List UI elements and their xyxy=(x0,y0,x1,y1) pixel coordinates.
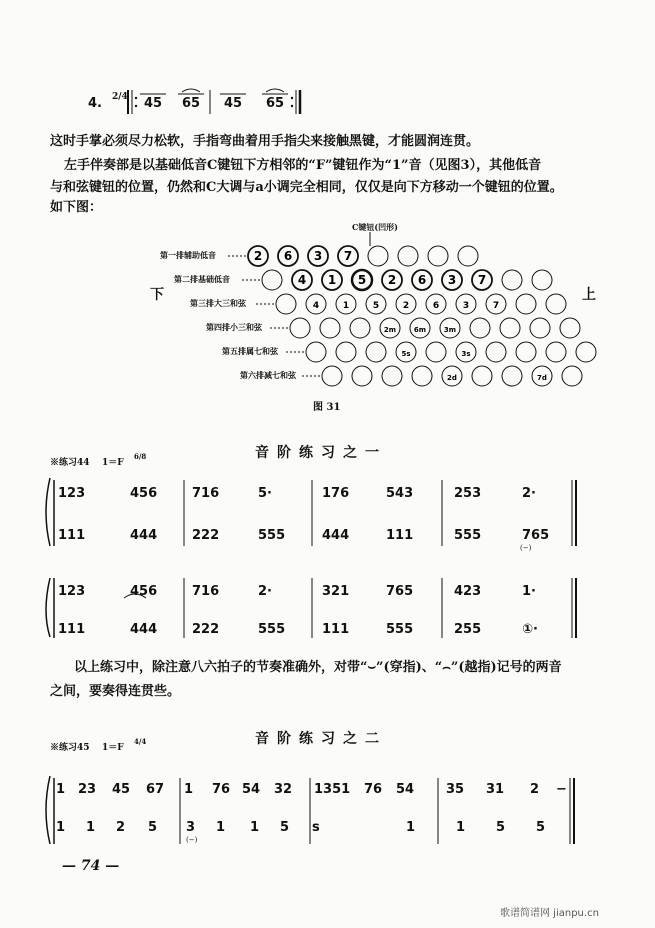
accordion-button-label: 1 xyxy=(327,273,337,287)
left-mark: 下 xyxy=(150,287,164,303)
accordion-button-label: 5 xyxy=(357,273,367,287)
c-button-label: C键钮(凹形) xyxy=(352,222,398,232)
accordion-button xyxy=(366,342,386,362)
ex44-title: 音阶练习之一 xyxy=(255,445,387,461)
accordion-button xyxy=(352,366,372,386)
accordion-button xyxy=(472,366,492,386)
note-group: 456 xyxy=(130,584,158,599)
ex45-treble xyxy=(56,782,596,812)
accordion-button-label: 3 xyxy=(462,301,470,311)
accordion-button-label: 6 xyxy=(283,249,293,263)
right-mark: 上 xyxy=(582,287,596,303)
note-group: 111 xyxy=(58,528,86,543)
ex44-line1-treble xyxy=(58,486,598,516)
note-group: 444 xyxy=(130,622,158,637)
note-group: 716 xyxy=(192,584,220,599)
note-group: 3 xyxy=(186,820,196,835)
exercise4-label: 4. xyxy=(88,96,102,111)
accordion-button-label: 2 xyxy=(387,273,397,287)
note-group: 1 xyxy=(56,782,66,797)
note-group: 76 xyxy=(212,782,231,797)
note-group: 423 xyxy=(454,584,482,599)
page-number: — 74 — xyxy=(62,858,120,874)
note-group: 1 xyxy=(456,820,466,835)
accordion-button-label: 7d xyxy=(537,374,547,382)
note-group: 54 xyxy=(242,782,261,797)
accordion-button xyxy=(486,342,506,362)
note-group: 543 xyxy=(386,486,414,501)
accordion-button xyxy=(290,318,310,338)
note-group: 253 xyxy=(454,486,482,501)
note-group: 1351 xyxy=(314,782,351,797)
note-group: 31 xyxy=(486,782,505,797)
accordion-button xyxy=(500,318,520,338)
note-group: − xyxy=(556,782,567,797)
note-group: s xyxy=(312,820,320,835)
note-group: 716 xyxy=(192,486,220,501)
accordion-button-label: 2d xyxy=(447,374,457,382)
accordion-button xyxy=(502,270,522,290)
accordion-button xyxy=(262,270,282,290)
accordion-button xyxy=(320,318,340,338)
note-group: 222 xyxy=(192,528,220,543)
note-group: 444 xyxy=(322,528,350,543)
ex45-title: 音阶练习之二 xyxy=(255,731,387,747)
accordion-button-label: 6m xyxy=(413,326,427,334)
row-label-6: 第六排减七和弦 xyxy=(240,370,296,380)
accordion-button xyxy=(322,366,342,386)
note-group: 555 xyxy=(258,622,286,637)
note-group: 2 xyxy=(116,820,126,835)
note-extra: (−) xyxy=(520,544,532,552)
note-group: 1 xyxy=(184,782,194,797)
accordion-button xyxy=(398,246,418,266)
accordion-button xyxy=(576,342,596,362)
accordion-button xyxy=(562,366,582,386)
note-group: 5· xyxy=(258,486,272,501)
exercise4-measure-3: 45 xyxy=(224,96,243,111)
accordion-button-label: 3m xyxy=(443,326,457,334)
accordion-button-label: 7 xyxy=(492,301,500,311)
note-group: 321 xyxy=(322,584,350,599)
accordion-button xyxy=(546,294,566,314)
accordion-button xyxy=(502,366,522,386)
accordion-button-label: 4 xyxy=(312,301,320,311)
paragraph-3b: 之间，要奏得连贯些。 xyxy=(50,684,181,699)
note-group: 5 xyxy=(496,820,506,835)
accordion-button xyxy=(546,342,566,362)
accordion-button-label: 3s xyxy=(461,350,471,358)
accordion-button xyxy=(530,318,550,338)
accordion-button xyxy=(532,270,552,290)
ex45-key: 1＝F xyxy=(102,743,124,753)
ex44-line2-treble xyxy=(58,584,598,614)
note-group: 111 xyxy=(386,528,414,543)
note-group: 1· xyxy=(522,584,536,599)
note-group: 35 xyxy=(446,782,465,797)
accordion-button-label: 2m xyxy=(383,326,397,334)
note-group: 555 xyxy=(258,528,286,543)
paragraph-2b: 与和弦键钮的位置，仍然和C大调与a小调完全相同，仅仅是向下方移动一个键钮的位置。 xyxy=(50,180,563,195)
row-label-2: 第二排基础低音 xyxy=(174,274,230,284)
accordion-button xyxy=(350,318,370,338)
note-extra: (−) xyxy=(186,836,198,844)
ex45-time: 4/4 xyxy=(134,737,147,746)
note-group: 123 xyxy=(58,584,86,599)
exercise4-measure-1: 45 xyxy=(144,96,163,111)
note-group: 23 xyxy=(78,782,97,797)
accordion-button xyxy=(426,342,446,362)
accordion-button-label: 6 xyxy=(432,301,440,311)
note-group: 67 xyxy=(146,782,165,797)
ex45-label: ※练习45 xyxy=(50,743,90,753)
note-group: 1 xyxy=(250,820,260,835)
note-group: 456 xyxy=(130,486,158,501)
paragraph-3a: 以上练习中，除注意八六拍子的节奏准确外，对带“⌣”(穿指)、“⌢”(越指)记号的两音 xyxy=(74,660,562,675)
note-group: 111 xyxy=(58,622,86,637)
note-group: 555 xyxy=(386,622,414,637)
note-group: 555 xyxy=(454,528,482,543)
exercise4-measure-4: 65 xyxy=(266,96,285,111)
accordion-button-label: 5 xyxy=(372,301,380,311)
accordion-button-label: 2 xyxy=(253,249,263,263)
accordion-button-label: 7 xyxy=(477,273,487,287)
note-group: 765 xyxy=(386,584,414,599)
accordion-button-label: 5s xyxy=(401,350,411,358)
accordion-button xyxy=(428,246,448,266)
ex44-line2-bass xyxy=(58,622,598,652)
accordion-button-label: 3 xyxy=(313,249,323,263)
paragraph-2c: 如下图： xyxy=(50,200,103,215)
accordion-button xyxy=(306,342,326,362)
note-group: 111 xyxy=(322,622,350,637)
note-group: 255 xyxy=(454,622,482,637)
accordion-button xyxy=(516,294,536,314)
accordion-button xyxy=(336,342,356,362)
exercise4-measure-2: 65 xyxy=(182,96,201,111)
accordion-button xyxy=(412,366,432,386)
note-group: 2· xyxy=(258,584,272,599)
accordion-button-label: 3 xyxy=(447,273,457,287)
accordion-button xyxy=(382,366,402,386)
note-group: 1 xyxy=(406,820,416,835)
note-group: 5 xyxy=(536,820,546,835)
exercise4-time: 2/4 xyxy=(112,92,128,102)
paragraph-2a: 左手伴奏部是以基础低音C键钮下方相邻的“F”键钮作为“1”音（见图3），其他低音 xyxy=(64,158,542,173)
accordion-button xyxy=(560,318,580,338)
ex44-key: 1＝F xyxy=(102,458,124,468)
note-group: 222 xyxy=(192,622,220,637)
note-group: 5 xyxy=(280,820,290,835)
note-group: 32 xyxy=(274,782,293,797)
ex44-line1-bass xyxy=(58,528,598,558)
accordion-button xyxy=(368,246,388,266)
row-label-4: 第四排小三和弦 xyxy=(206,322,262,332)
note-group: 45 xyxy=(112,782,131,797)
note-group: 444 xyxy=(130,528,158,543)
note-group: ①· xyxy=(522,622,538,637)
accordion-button xyxy=(276,294,296,314)
paragraph-1: 这时手掌必须尽力松软，手指弯曲着用手指尖来接触黑键，才能圆润连贯。 xyxy=(50,134,480,149)
note-group: 765 xyxy=(522,528,550,543)
row-label-5: 第五排属七和弦 xyxy=(222,346,278,356)
note-group: 5 xyxy=(148,820,158,835)
accordion-button-label: 7 xyxy=(343,249,353,263)
ex44-label: ※练习44 xyxy=(50,458,90,468)
accordion-button xyxy=(470,318,490,338)
note-group: 2 xyxy=(530,782,540,797)
note-group: 2· xyxy=(522,486,536,501)
accordion-button xyxy=(458,246,478,266)
row-label-3: 第三排大三和弦 xyxy=(190,298,246,308)
accordion-button-diagram xyxy=(150,232,610,392)
note-group: 76 xyxy=(364,782,383,797)
note-group: 176 xyxy=(322,486,350,501)
watermark: 歌谱简谱网 jianpu.cn xyxy=(500,908,599,919)
accordion-button-label: 1 xyxy=(342,301,350,311)
accordion-button-label: 4 xyxy=(297,273,307,287)
note-group: 1 xyxy=(86,820,96,835)
note-group: 1 xyxy=(216,820,226,835)
note-group: 54 xyxy=(396,782,415,797)
figure-caption: 图 31 xyxy=(313,402,341,413)
accordion-button xyxy=(516,342,536,362)
note-group: 123 xyxy=(58,486,86,501)
ex45-bass xyxy=(56,820,596,850)
accordion-button-label: 2 xyxy=(402,301,410,311)
note-group: 1 xyxy=(56,820,66,835)
row-label-1: 第一排辅助低音 xyxy=(160,250,216,260)
ex44-time: 6/8 xyxy=(134,452,147,461)
accordion-button-label: 6 xyxy=(417,273,427,287)
